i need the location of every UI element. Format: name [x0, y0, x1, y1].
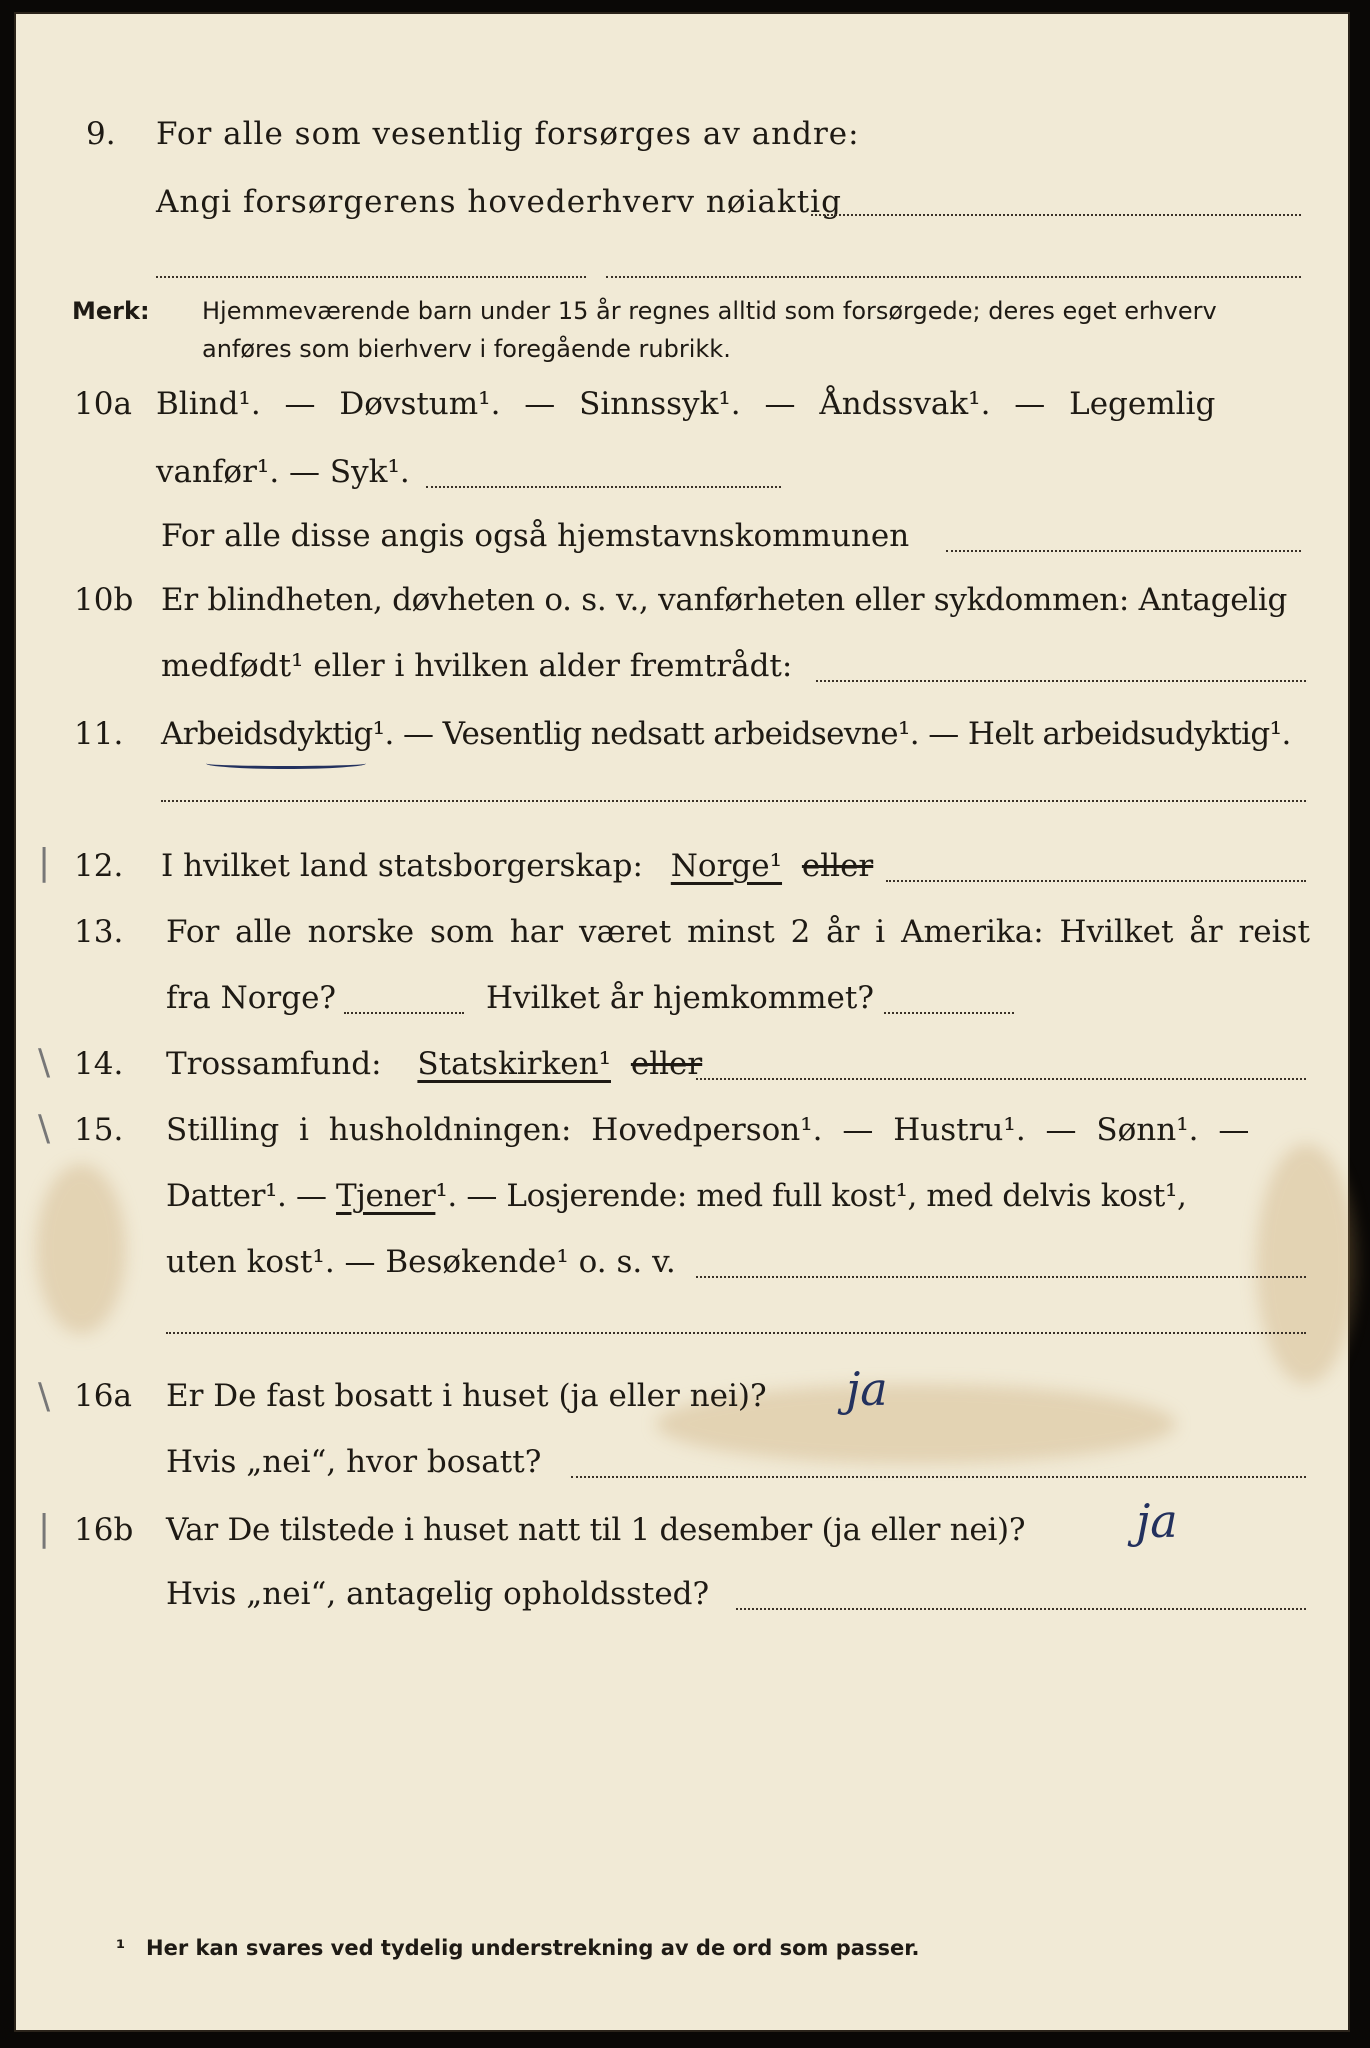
q10a-line1: Blind¹. — Døvstum¹. — Sinnssyk¹. — Åndssvak¹. — Legemlig [156, 386, 1216, 422]
q15-answer-line[interactable] [696, 1276, 1306, 1278]
q16a-answer-line[interactable] [571, 1476, 1306, 1478]
q9-answer-line[interactable] [811, 214, 1301, 216]
merk-line1: Hjemmeværende barn under 15 år regnes alltid som forsørgede; deres eget erhverv [202, 297, 1217, 325]
q16a-line1: Er De fast bosatt i huset (ja eller nei)? [166, 1378, 767, 1414]
q10a-line3: For alle disse angis også hjemstavnskommunen [161, 518, 910, 554]
q13-number: 13. [74, 914, 124, 950]
q16b-number: 16b [74, 1512, 134, 1548]
q14-prefix: Trossamfund: [166, 1046, 382, 1082]
q10b-line2: medfødt¹ eller i hvilken alder fremtrådt: [161, 648, 793, 684]
q11-underline-mark [206, 758, 366, 769]
q14-answer: Statskirken¹ [417, 1046, 611, 1082]
q12-number: 12. [74, 848, 124, 884]
check-mark-icon: | [38, 1508, 51, 1549]
q13-line1: For alle norske som har været minst 2 år i Amerika: Hvilket år reist [166, 914, 1310, 950]
q12-line [161, 846, 873, 886]
q9-answer-line-2a[interactable] [156, 276, 586, 278]
q10b-line1: Er blindheten, døvheten o. s. v., vanførheten eller sykdommen: Antagelig [161, 582, 1288, 618]
q10b-answer-line[interactable] [816, 680, 1306, 682]
q14-answer-line[interactable] [696, 1078, 1306, 1080]
check-mark-icon: \ [38, 1042, 51, 1083]
q15-line2c: ¹. — Losjerende: med full kost¹, med delvis kost¹, [435, 1178, 1187, 1214]
q10a-hjemstavn-line[interactable] [946, 550, 1301, 552]
q11-line1: Arbeidsdyktig¹. — Vesentlig nedsatt arbeidsevne¹. — Helt arbeidsudyktig¹. [161, 716, 1291, 752]
q9-line2: Angi forsørgerens hovederhverv nøiaktig [156, 184, 842, 220]
q16b-line2: Hvis „nei“, antagelig opholdssted? [166, 1576, 710, 1612]
q15-number: 15. [74, 1112, 124, 1148]
q10a-number: 10a [74, 386, 132, 422]
q16b-answer-line[interactable] [736, 1608, 1306, 1610]
check-mark-icon: \ [38, 1108, 51, 1149]
census-form-page [14, 12, 1350, 2032]
water-stain [1256, 1144, 1356, 1384]
q9-number: 9. [86, 116, 116, 152]
q13-hjemkommet-line[interactable] [884, 1012, 1014, 1014]
footnote-mark: ¹ [116, 1936, 126, 1960]
q15-line2a: Datter¹. — [166, 1178, 337, 1214]
q9-answer-line-2b[interactable] [606, 276, 1301, 278]
merk-label: Merk: [72, 297, 150, 325]
q12-strike: eller [801, 848, 874, 884]
check-mark-icon: \ [38, 1376, 51, 1417]
q13-line2b: Hvilket år hjemkommet? [486, 980, 874, 1016]
q15-answer-line-2[interactable] [166, 1332, 1306, 1334]
q16a-number: 16a [74, 1378, 132, 1414]
q16a-line2: Hvis „nei“, hvor bosatt? [166, 1444, 542, 1480]
q9-line1: For alle som vesentlig forsørges av andre: [156, 116, 860, 152]
q16b-line1: Var De tilstede i huset natt til 1 desember (ja eller nei)? [166, 1512, 1026, 1548]
q16b-handwritten-answer: ja [1136, 1494, 1178, 1548]
q15-line2 [166, 1176, 1186, 1216]
q12-answer: Norge¹ [670, 848, 783, 884]
q10b-number: 10b [74, 582, 134, 618]
q14-line [166, 1044, 702, 1084]
q15-line3: uten kost¹. — Besøkende¹ o. s. v. [166, 1244, 676, 1280]
q13-line2a: fra Norge? [166, 980, 337, 1016]
q10a-answer-line[interactable] [426, 486, 781, 488]
q12-answer-line[interactable] [886, 880, 1306, 882]
q10a-line2: vanfør¹. — Syk¹. [156, 454, 410, 490]
q14-number: 14. [74, 1046, 124, 1082]
water-stain [36, 1164, 126, 1334]
footnote-text: Her kan svares ved tydelig understrekning av de ord som passer. [146, 1936, 920, 1960]
q11-separator-line [161, 800, 1306, 802]
q14-strike: eller [630, 1046, 703, 1082]
q11-number: 11. [74, 716, 124, 752]
q12-prefix: I hvilket land statsborgerskap: [161, 848, 643, 884]
q13-reist-line[interactable] [344, 1012, 464, 1014]
check-mark-icon: | [38, 842, 51, 883]
merk-line2: anføres som bierhverv i foregående rubrikk. [202, 335, 731, 363]
q15-answer: Tjener [336, 1178, 436, 1214]
q16a-handwritten-answer: ja [846, 1362, 888, 1416]
q15-line1: Stilling i husholdningen: Hovedperson¹. — Hustru¹. — Sønn¹. — [166, 1112, 1250, 1148]
